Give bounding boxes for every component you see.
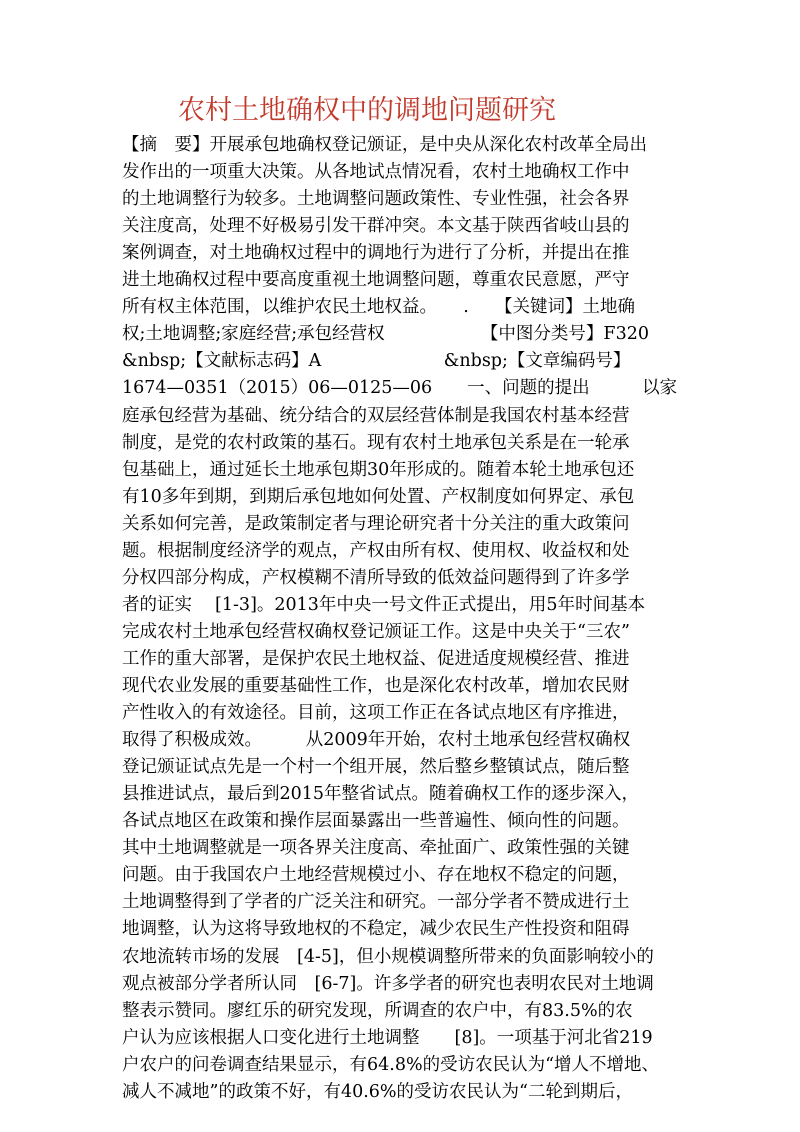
- text-line: 案例调查，对土地确权过程中的调地行为进行了分析，并提出在推: [122, 243, 630, 264]
- text-line: 产性收入的有效途径。目前，这项工作正在各试点地区有序推进，: [122, 703, 630, 724]
- text-line: 【摘 要】开展承包地确权登记颁证，是中央从深化农村改革全局出: [122, 135, 647, 155]
- text-line: 权;土地调整;家庭经营;承包经营权 【中图分类号】F320: [122, 324, 649, 345]
- text-line: 其中土地调整就是一项各界关注度高、牵扯面广、政策性强的关键: [122, 838, 630, 859]
- text-line: 所有权主体范围，以维护农民土地权益。 . 【关键词】土地确: [122, 297, 636, 318]
- text-line: 减人不减地”的政策不好，有40.6%的受访农民认为“二轮到期后，: [122, 1081, 633, 1102]
- text-line: 户认为应该根据人口变化进行土地调整 [8]。一项基于河北省219: [122, 1027, 653, 1048]
- text-line: 县推进试点，最后到2015年整省试点。随着确权工作的逐步深入，: [122, 784, 640, 805]
- text-line: 地调整，认为这将导致地权的不稳定，减少农民生产性投资和阻碍: [122, 919, 630, 940]
- text-line: 观点被部分学者所认同 [6-7]。许多学者的研究也表明农民对土地调: [122, 973, 654, 994]
- text-line: 包基础上，通过延长土地承包期30年形成的。随着本轮土地承包还: [122, 459, 635, 480]
- text-line: 进土地确权过程中要高度重视土地调整问题，尊重农民意愿，严守: [122, 270, 630, 291]
- text-line: 者的证实 [1-3]。2013年中央一号文件正式提出，用5年时间基本: [122, 594, 646, 615]
- text-line: 的土地调整行为较多。土地调整问题政策性、专业性强，社会各界: [122, 189, 630, 210]
- text-line: 户农户的问卷调查结果显示，有64.8%的受访农民认为“增人不增地、: [122, 1054, 660, 1075]
- text-line: 取得了积极成效。 从2009年开始，农村土地承包经营权确权: [122, 730, 631, 751]
- text-line: 题。根据制度经济学的观点，产权由所有权、使用权、收益权和处: [122, 540, 630, 561]
- document-title: 农村土地确权中的调地问题研究: [178, 95, 556, 126]
- text-line: 关系如何完善，是政策制定者与理论研究者十分关注的重大政策问: [122, 513, 630, 534]
- text-line: 完成农村土地承包经营权确权登记颁证工作。这是中央关于“三农”: [122, 621, 630, 642]
- text-line: 农地流转市场的发展 [4-5]，但小规模调整所带来的负面影响较小的: [122, 946, 654, 967]
- text-line: 问题。由于我国农户土地经营规模过小、存在地权不稳定的问题，: [122, 865, 630, 886]
- text-line: 登记颁证试点先是一个村一个组开展，然后整乡整镇试点，随后整: [122, 757, 630, 778]
- text-line: 分权四部分构成，产权模糊不清所导致的低效益问题得到了许多学: [122, 567, 630, 588]
- text-line: 现代农业发展的重要基础性工作，也是深化农村改革，增加农民财: [122, 676, 630, 696]
- text-line: 制度，是党的农村政策的基石。现有农村土地承包关系是在一轮承: [122, 432, 630, 453]
- text-line: 发作出的一项重大决策。从各地试点情况看，农村土地确权工作中: [122, 162, 630, 183]
- text-line: 各试点地区在政策和操作层面暴露出一些普遍性、倾向性的问题。: [122, 811, 630, 832]
- text-line: 整表示赞同。廖红乐的研究发现，所调查的农户中，有83.5%的农: [122, 1000, 633, 1021]
- text-line: 有10多年到期，到期后承包地如何处置、产权制度如何界定、承包: [122, 486, 635, 507]
- text-line: 土地调整得到了学者的广泛关注和研究。一部分学者不赞成进行土: [122, 892, 630, 913]
- text-line: 庭承包经营为基础、统分结合的双层经营体制是我国农村基本经营: [122, 405, 630, 426]
- text-line: 关注度高，处理不好极易引发干群冲突。本文基于陕西省岐山县的: [122, 216, 630, 237]
- text-line: 1674—0351（2015）06—0125—06 一、问题的提出 以家: [122, 378, 678, 399]
- text-line: 工作的重大部署，是保护农民土地权益、促进适度规模经营、推进: [122, 648, 630, 669]
- text-line: &nbsp;【文献标志码】A &nbsp;【文章编码号】: [122, 351, 631, 372]
